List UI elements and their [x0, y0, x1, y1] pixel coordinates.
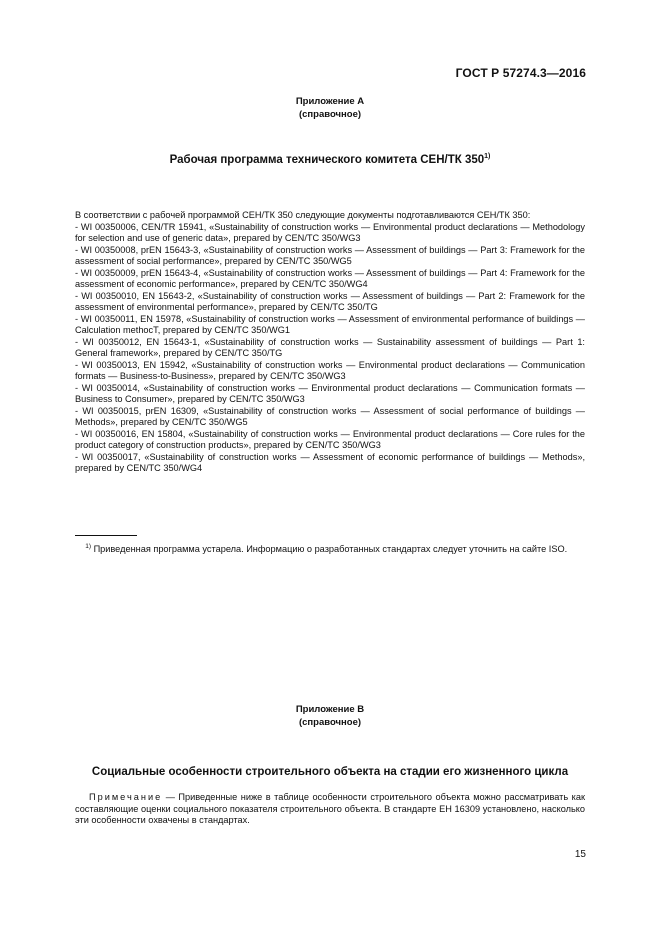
appendix-a-heading: [75, 154, 585, 166]
appendix-b-title: Приложение В: [295, 704, 365, 715]
appendix-a-title: Приложение А: [295, 96, 365, 107]
list-item: - WI 00350009, prEN 15643-4, «Sustainability of construction works — Assessment of buildings — Part 4: Framework for the assessment of economic performance», prepared by CEN/TC 350/WG4: [75, 267, 585, 289]
page-number: 15: [574, 849, 586, 860]
appendix-b-subtitle: (справочное): [298, 717, 362, 728]
footnote: [75, 543, 585, 555]
list-item: - WI 00350013, EN 15942, «Sustainability of construction works — Environmental product declarations — Communication formats — Business-to-Business», prepared by CEN/TC 350/WG3: [75, 359, 585, 381]
footnote-text: Приведенная программа устарела. Информацию о разработанных стандартах следует уточнить на сайте ISO.: [93, 544, 568, 554]
note-label: Примечание: [89, 792, 163, 802]
list-item: - WI 00350006, CEN/TR 15941, «Sustainability of construction works — Environmental product declarations — Methodology for selection and use of generic data», prepared by CEN/TC 350/WG3: [75, 221, 585, 243]
list-item: - WI 00350008, prEN 15643-3, «Sustainability of construction works — Assessment of buildings — Part 3: Framework for the assessment of social performance», prepared by CEN/TC 350/WG5: [75, 244, 585, 266]
footnote-mark: 1): [85, 542, 91, 550]
note-text: — Приведенные ниже в таблице особенности строительного объекта можно рассматривать как составляющие оценки социального показателя строительного объекта. В стандарте ЕН 16309 установлено, насколько эти особенности охвачены в стандартах.: [75, 792, 585, 825]
list-item: - WI 00350016, EN 15804, «Sustainability of construction works — Environmental product declarations — Core rules for the product category of construction products», prepared by CEN/TC 350/WG3: [75, 428, 585, 450]
footnote-ref: 1): [484, 153, 491, 161]
note-paragraph: [75, 792, 585, 827]
intro-paragraph: В соответствии с рабочей программой СЕН/ТК 350 следующие документы подготавливаются СЕН/ТК 350:: [75, 210, 531, 220]
footnote-separator: [75, 535, 137, 536]
work-programme-list: [75, 210, 585, 475]
list-item: - WI 00350014, «Sustainability of construction works — Environmental product declarations — Communication formats — Business to Consumer», prepared by CEN/TC 350/WG3: [75, 382, 585, 404]
appendix-a-heading-text: Рабочая программа технического комитета СЕН/ТК 350: [169, 154, 485, 166]
list-item: - WI 00350012, EN 15643-1, «Sustainability of construction works — Sustainability assessment of buildings — Part 1: General framework», prepared by CEN/TC 350/TG: [75, 336, 585, 358]
standard-designation: ГОСТ Р 57274.3—2016: [455, 66, 586, 80]
list-item: - WI 00350015, prEN 16309, «Sustainability of construction works — Assessment of social performance of buildings — Methods», prepared by CEN/TC 350/WG5: [75, 405, 585, 427]
appendix-b-heading: Социальные особенности строительного объекта на стадии его жизненного цикла: [91, 766, 569, 778]
appendix-a-subtitle: (справочное): [298, 109, 362, 120]
list-item: - WI 00350011, EN 15978, «Sustainability of construction works — Assessment of environmental performance of buildings — Calculation methocT, prepared by CEN/TC 350/WG1: [75, 313, 585, 335]
list-item: - WI 00350017, «Sustainability of construction works — Assessment of economic performance of buildings — Methods», prepared by CEN/TC 350/WG4: [75, 451, 585, 473]
list-item: - WI 00350010, EN 15643-2, «Sustainability of construction works — Assessment of buildings — Part 2: Framework for the assessment of environmental performance», prepared by CEN/TC 350/TG: [75, 290, 585, 312]
